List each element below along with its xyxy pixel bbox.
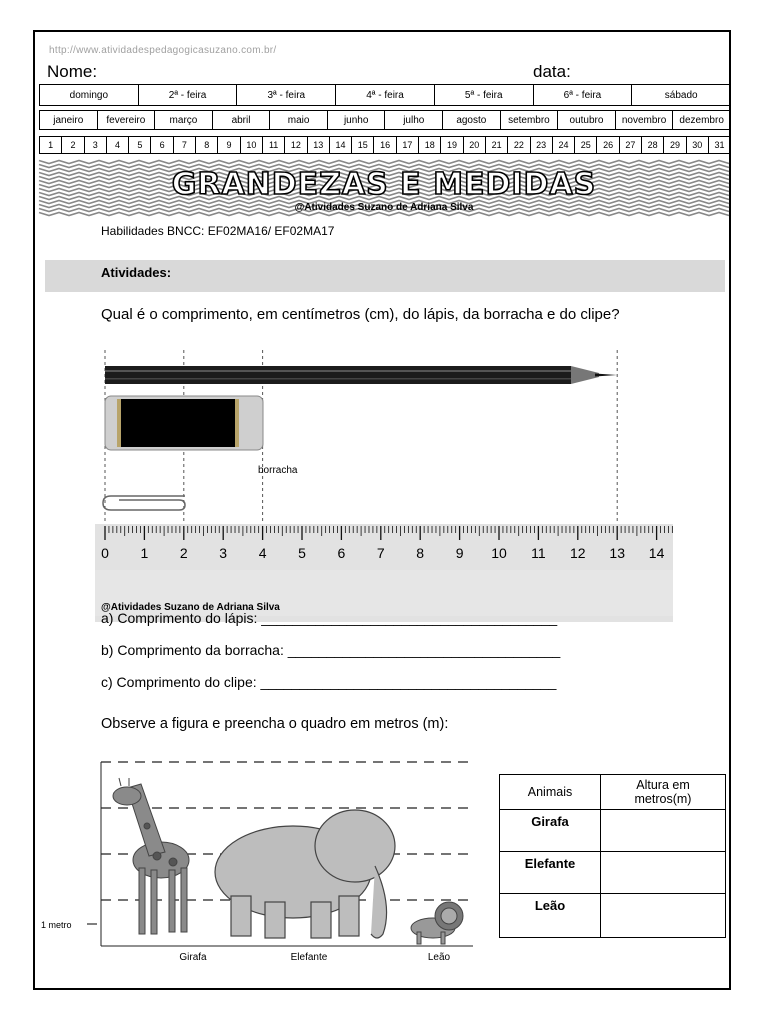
day-cell[interactable]: 7 — [174, 137, 196, 153]
day-grid — [39, 136, 731, 154]
day-cell[interactable]: 28 — [642, 137, 664, 153]
day-cell[interactable]: 12 — [285, 137, 307, 153]
ruler-number: 11 — [531, 545, 546, 561]
answer-line-clip[interactable]: c) Comprimento do clipe: ______________________________________ — [101, 674, 557, 690]
day-cell[interactable]: 29 — [664, 137, 686, 153]
weekday-cell[interactable]: 6ª - feira — [534, 85, 633, 105]
day-cell[interactable]: 20 — [464, 137, 486, 153]
day-cell[interactable]: 13 — [308, 137, 330, 153]
answer-line-pencil[interactable]: a) Comprimento do lápis: ______________________________________ — [101, 610, 558, 626]
month-cell[interactable]: junho — [328, 111, 386, 129]
day-cell[interactable]: 11 — [263, 137, 285, 153]
ruler-number: 5 — [298, 545, 306, 561]
ruler-number: 2 — [179, 545, 188, 561]
paperclip-icon — [103, 496, 185, 510]
day-cell[interactable]: 4 — [107, 137, 129, 153]
weekday-cell[interactable]: 3ª - feira — [237, 85, 336, 105]
weekday-cell[interactable]: 5ª - feira — [435, 85, 534, 105]
ruler-credit: @Atividades Suzano de Adriana Silva — [101, 602, 280, 613]
ruler-number: 6 — [337, 545, 346, 561]
table-answer-cell-elephant[interactable] — [601, 852, 726, 894]
month-cell[interactable]: fevereiro — [98, 111, 156, 129]
day-cell[interactable]: 23 — [531, 137, 553, 153]
day-cell[interactable]: 24 — [553, 137, 575, 153]
day-cell[interactable]: 9 — [218, 137, 240, 153]
question-1: Qual é o comprimento, em centímetros (cm), do lápis, da borracha e do clipe? — [101, 306, 620, 323]
pencil-icon — [105, 366, 617, 384]
ruler-number: 3 — [219, 545, 228, 561]
page-title: GRANDEZAS E MEDIDAS — [171, 167, 597, 202]
day-cell[interactable]: 5 — [129, 137, 151, 153]
table-row-label: Leão — [500, 894, 601, 938]
day-cell[interactable]: 18 — [419, 137, 441, 153]
weekday-grid — [39, 84, 731, 106]
worksheet-page — [33, 30, 731, 990]
month-cell[interactable]: maio — [270, 111, 328, 129]
table-answer-cell-giraffe[interactable] — [601, 810, 726, 852]
name-field-label: Nome: — [47, 62, 98, 81]
month-cell[interactable]: novembro — [616, 111, 674, 129]
day-cell[interactable]: 14 — [330, 137, 352, 153]
day-cell[interactable]: 8 — [196, 137, 218, 153]
banner-credit: @Atividades Suzano de Adriana Silva — [294, 202, 474, 213]
day-cell[interactable]: 17 — [397, 137, 419, 153]
day-cell[interactable]: 6 — [151, 137, 173, 153]
question-2: Observe a figura e preencha o quadro em metros (m): — [101, 716, 449, 732]
table-header-height-line1: Altura em — [636, 778, 690, 792]
day-cell[interactable]: 19 — [441, 137, 463, 153]
day-cell[interactable]: 16 — [374, 137, 396, 153]
table-row-label: Girafa — [500, 810, 601, 852]
date-field-label: data: — [533, 62, 571, 81]
ruler-number: 4 — [258, 545, 267, 561]
day-cell[interactable]: 21 — [486, 137, 508, 153]
animal-height-figure — [41, 756, 493, 966]
ruler-number: 8 — [416, 545, 425, 561]
eraser-label: borracha — [258, 465, 298, 476]
site-url: http://www.atividadespedagogicasuzano.com.br/ — [49, 45, 277, 56]
day-cell[interactable]: 22 — [508, 137, 530, 153]
activities-heading: Atividades: — [101, 265, 172, 280]
ruler-number: 13 — [609, 545, 625, 561]
day-cell[interactable]: 3 — [85, 137, 107, 153]
ruler-figure — [93, 348, 713, 613]
ruler-numbers — [101, 545, 664, 561]
weekday-cell[interactable]: sábado — [664, 89, 698, 101]
eraser-icon — [105, 396, 263, 450]
bncc-skills: Habilidades BNCC: EF02MA16/ EF02MA17 — [101, 224, 335, 238]
month-cell[interactable]: setembro — [501, 111, 559, 129]
table-header-height — [601, 775, 726, 810]
month-cell[interactable]: outubro — [558, 111, 616, 129]
ruler-number: 9 — [455, 545, 464, 561]
ruler-number: 14 — [648, 545, 665, 561]
answer-line-eraser[interactable]: b) Comprimento da borracha: ___________________________________ — [101, 642, 561, 658]
month-cell[interactable]: janeiro — [40, 111, 98, 129]
month-cell[interactable]: março — [155, 111, 213, 129]
ruler-number: 0 — [101, 545, 109, 561]
weekday-cell[interactable]: 4ª - feira — [336, 85, 435, 105]
animal-height-table — [499, 774, 726, 938]
day-cell[interactable]: 2 — [62, 137, 84, 153]
day-cell[interactable]: 27 — [620, 137, 642, 153]
giraffe-icon — [113, 778, 189, 934]
ruler-number: 12 — [570, 545, 586, 561]
table-row-label: Elefante — [500, 852, 601, 894]
day-cell[interactable]: 31 — [714, 140, 725, 150]
day-cell[interactable]: 15 — [352, 137, 374, 153]
month-grid — [39, 110, 731, 130]
day-cell[interactable]: 30 — [687, 137, 709, 153]
lion-label: Leão — [427, 952, 451, 963]
elephant-label: Elefante — [290, 952, 328, 963]
table-header-animals: Animais — [500, 775, 601, 810]
ruler-number: 10 — [491, 545, 507, 561]
month-cell[interactable]: dezembro — [679, 114, 724, 126]
day-cell[interactable]: 10 — [241, 137, 263, 153]
month-cell[interactable]: abril — [213, 111, 271, 129]
lion-icon — [411, 902, 463, 944]
ruler-number: 7 — [376, 545, 385, 561]
month-cell[interactable]: julho — [385, 111, 443, 129]
weekday-cell[interactable]: 2ª - feira — [139, 85, 238, 105]
day-cell[interactable]: 25 — [575, 137, 597, 153]
meter-label: 1 metro — [41, 920, 72, 930]
table-header-height-line2: metros(m) — [634, 792, 692, 806]
elephant-icon — [215, 810, 395, 938]
table-answer-cell-lion[interactable] — [601, 894, 726, 938]
day-cell[interactable]: 26 — [597, 137, 619, 153]
banner-stripe — [39, 161, 729, 164]
day-cell[interactable]: 1 — [40, 137, 62, 153]
ruler-number: 1 — [140, 545, 149, 561]
giraffe-label: Girafa — [179, 952, 207, 963]
month-cell[interactable]: agosto — [443, 111, 501, 129]
weekday-cell[interactable]: domingo — [40, 85, 139, 105]
